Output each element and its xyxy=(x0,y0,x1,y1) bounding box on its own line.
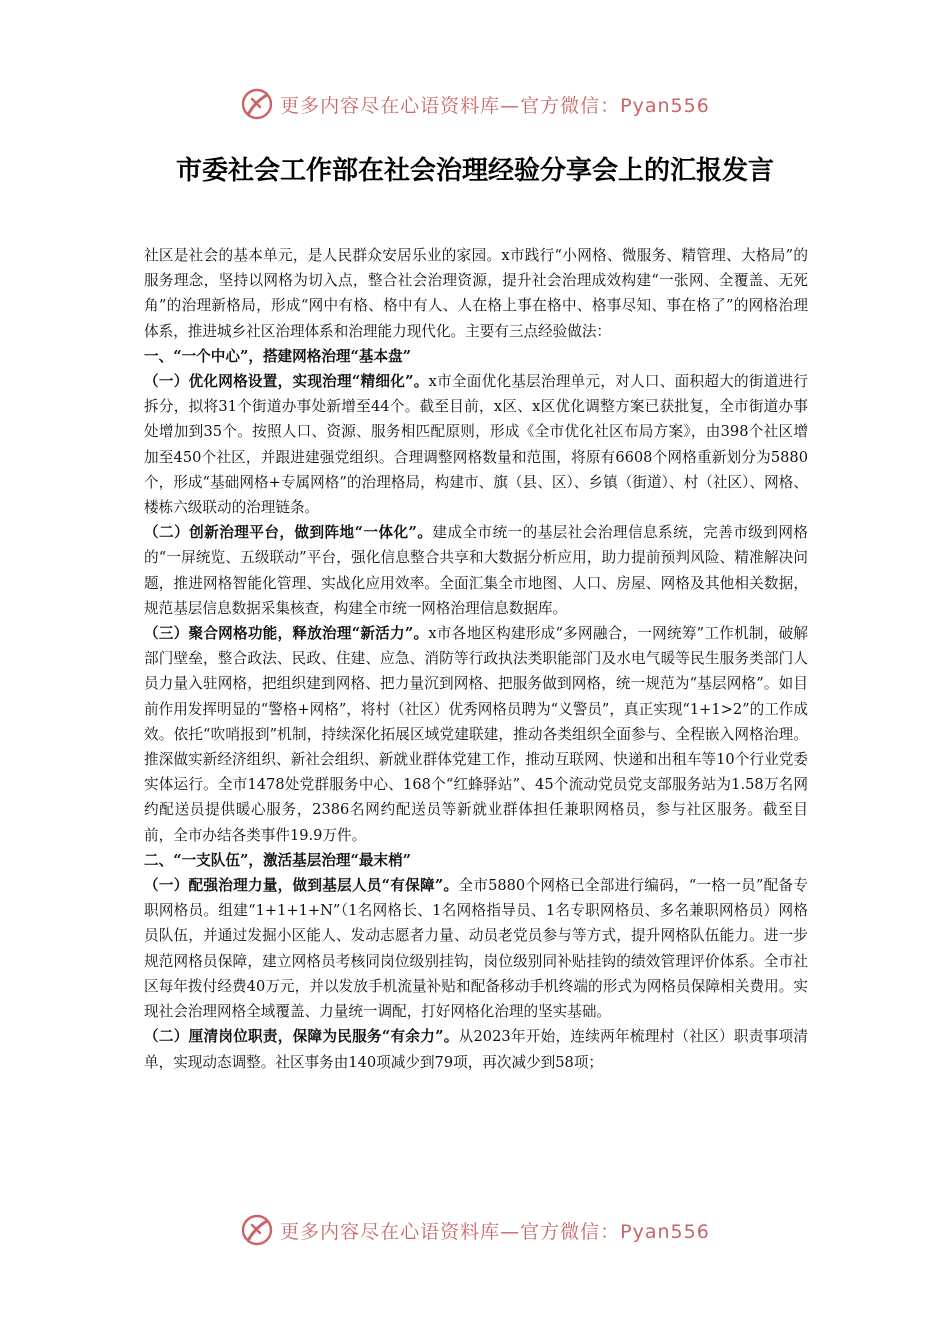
body-paragraph xyxy=(144,1024,808,1074)
body-paragraph xyxy=(144,520,808,621)
body-paragraph xyxy=(144,873,808,1024)
body-paragraph xyxy=(144,621,808,848)
section-heading: 一、“一个中心”，搭建网格治理“基本盘” xyxy=(144,347,412,365)
paragraph-text: 全市5880个网格已全部进行编码，“一格一员”配备专职网格员。组建“1+1+1+N”（1名网格长、1名网格指导员、1名专职网格员、多名兼职网格员）网格员队伍，并通过发掘小区能人、发动志愿者力量、动员老党员参与等方式，提升网格队伍能力。进一步规范网格员保障，建立网格员考核同岗位级别挂钩，岗位级别同补贴挂钩的绩效管理评价体系。全市社区每年拨付经费40万元，并以发放手机流量补贴和配备移动手机终端的形式为网格员保障相关费用。实现社会治理网格全域覆盖、力量统一调配，打好网格化治理的坚实基础。 xyxy=(144,877,808,1021)
body-paragraph xyxy=(144,369,808,520)
paragraph-lead: （三）聚合网格功能，释放治理“新活力”。 xyxy=(144,625,429,643)
section-heading: 二、“一支队伍”，激活基层治理“最末梢” xyxy=(144,851,412,869)
header-watermark-banner xyxy=(0,84,950,124)
document-title: 市委社会工作部在社会治理经验分享会上的汇报发言 xyxy=(175,156,774,186)
paragraph-lead: （二）创新治理平台，做到阵地“一体化”。 xyxy=(144,524,433,542)
intro-paragraph: 社区是社会的基本单元，是人民群众安居乐业的家园。x市践行“小网格、微服务、精管理、大格局”的服务理念，坚持以网格为切入点，整合社会治理资源，提升社会治理成效构建“一张网、全覆盖、无死角”的治理新格局，形成“网中有格、格中有人、人在格上事在格中、格事尽知、事在格了”的网格治理体系，推进城乡社区治理体系和治理能力现代化。主要有三点经验做法： xyxy=(144,247,808,340)
banner-text: 更多内容尽在心语资料库—官方微信：Pyan556 xyxy=(280,1220,710,1243)
document-body xyxy=(144,243,808,1075)
paragraph-text: 从2023年开始，连续两年梳理村（社区）职责事项清单，实现动态调整。社区事务由140项减少到79项，再次减少到58项； xyxy=(144,1028,808,1071)
paragraph-lead: （一）优化网格设置，实现治理“精细化”。 xyxy=(144,373,429,391)
paragraph-lead: （一）配强治理力量，做到基层人员“有保障”。 xyxy=(144,877,459,895)
paragraph-text: x市全面优化基层治理单元，对人口、面积超大的街道进行拆分，拟将31个街道办事处新增至44个。截至目前，x区、x区优化调整方案已获批复，全市街道办事处增加到35个。按照人口、资源、服务相匹配原则，形成《全市优化社区布局方案》，由398个社区增加至450个社区，并跟进建强党组织。合理调整网格数量和范围，将原有6608个网格重新划分为5880个，形成“基础网格+专属网格”的治理格局，构建市、旗（县、区）、乡镇（街道）、村（社区）、网格、楼栋六级联动的治理链条。 xyxy=(144,373,808,517)
paragraph-lead: （二）厘清岗位职责，保障为民服务“有余力”。 xyxy=(144,1028,459,1046)
footer-watermark-banner xyxy=(0,1210,950,1250)
paragraph-text: 建成全市统一的基层社会治理信息系统，完善市级到网格的“一屏统览、五级联动”平台，强化信息整合共享和大数据分析应用，助力提前预判风险、精准解决问题，推进网格智能化管理、实战化应用效率。全面汇集全市地图、人口、房屋、网格及其他相关数据，规范基层信息数据采集核查，构建全市统一网格治理信息数据库。 xyxy=(144,524,808,617)
logo-icon xyxy=(240,87,274,121)
banner-text: 更多内容尽在心语资料库—官方微信：Pyan556 xyxy=(280,94,710,117)
paragraph-text: x市各地区构建形成“多网融合，一网统筹”工作机制，破解部门壁垒，整合政法、民政、住建、应急、消防等行政执法类职能部门及水电气暖等民生服务类部门人员力量入驻网格，把组织建到网格、把力量沉到网格、把服务做到网格，统一规范为“基层网格”。如目前作用发挥明显的“警格+网格”，将村（社区）优秀网格员聘为“义警员”，真正实现“1+1>2”的工作成效。依托“吹哨报到”机制，持续深化拓展区域党建联建，推动各类组织全面参与、全程嵌入网格治理。推深做实新经济组织、新社会组织、新就业群体党建工作，推动互联网、快递和出租车等10个行业党委实体运行。全市1478处党群服务中心、168个“红蜂驿站”、45个流动党员党支部服务站为1.58万名网约配送员提供暖心服务，2386名网约配送员等新就业群体担任兼职网格员，参与社区服务。截至目前，全市办结各类事件19.9万件。 xyxy=(144,625,808,844)
logo-icon xyxy=(240,1213,274,1247)
